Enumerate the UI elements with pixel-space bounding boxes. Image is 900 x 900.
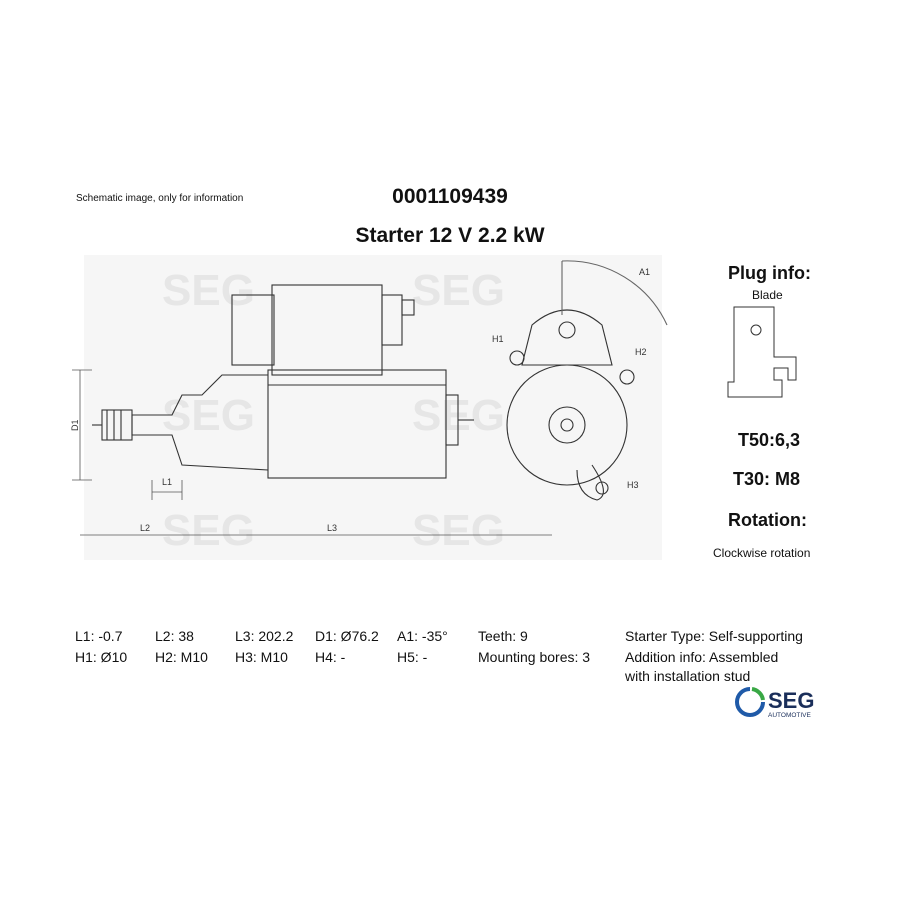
seg-automotive-logo [734, 686, 834, 720]
blade-terminal-icon [720, 302, 800, 402]
svg-text:AUTOMOTIVE: AUTOMOTIVE [768, 712, 811, 719]
label-l1: L1 [162, 477, 173, 487]
label-d1: D1 [70, 419, 80, 431]
rotation-value: Clockwise rotation [713, 546, 811, 560]
label-l2: L2 [140, 523, 151, 533]
plug-info-value: Blade [752, 288, 783, 302]
label-a1: A1 [639, 267, 651, 277]
spec-h3: H3: M10 [235, 649, 288, 665]
spec-l2: L2: 38 [155, 628, 194, 644]
spec-addition-info: Addition info: Assembled [625, 649, 779, 665]
plug-info-heading: Plug info: [728, 263, 811, 283]
spec-addition-info-cont: with installation stud [625, 668, 751, 684]
spec-a1: A1: -35° [397, 628, 448, 644]
t30-value: T30: M8 [733, 469, 801, 489]
starter-technical-drawing [72, 255, 662, 570]
svg-text:SEG: SEG [412, 391, 505, 440]
label-h1: H1 [492, 334, 504, 344]
spec-d1: D1: Ø76.2 [315, 628, 379, 644]
svg-text:SEG: SEG [412, 266, 505, 315]
label-h2: H2 [635, 347, 647, 357]
spec-h1: H1: Ø10 [75, 649, 128, 665]
svg-text:SEG: SEG [768, 688, 815, 713]
spec-l1: L1: -0.7 [75, 628, 123, 644]
label-h3: H3 [627, 480, 639, 490]
schematic-note: Schematic image, only for information [76, 193, 244, 204]
rotation-heading: Rotation: [728, 510, 807, 530]
spec-h5: H5: - [397, 649, 428, 665]
t50-value: T50:6,3 [738, 430, 801, 450]
svg-text:SEG: SEG [412, 506, 505, 555]
product-title: Starter 12 V 2.2 kW [355, 224, 545, 247]
svg-text:SEG: SEG [162, 506, 255, 555]
svg-text:SEG: SEG [162, 391, 255, 440]
spec-h2: H2: M10 [155, 649, 208, 665]
spec-teeth: Teeth: 9 [478, 628, 528, 644]
svg-text:SEG: SEG [162, 266, 255, 315]
spec-h4: H4: - [315, 649, 346, 665]
spec-l3: L3: 202.2 [235, 628, 294, 644]
part-number: 0001109439 [392, 185, 508, 208]
label-l3: L3 [327, 523, 338, 533]
spec-starter-type: Starter Type: Self-supporting [625, 628, 803, 644]
spec-mounting-bores: Mounting bores: 3 [478, 649, 591, 665]
